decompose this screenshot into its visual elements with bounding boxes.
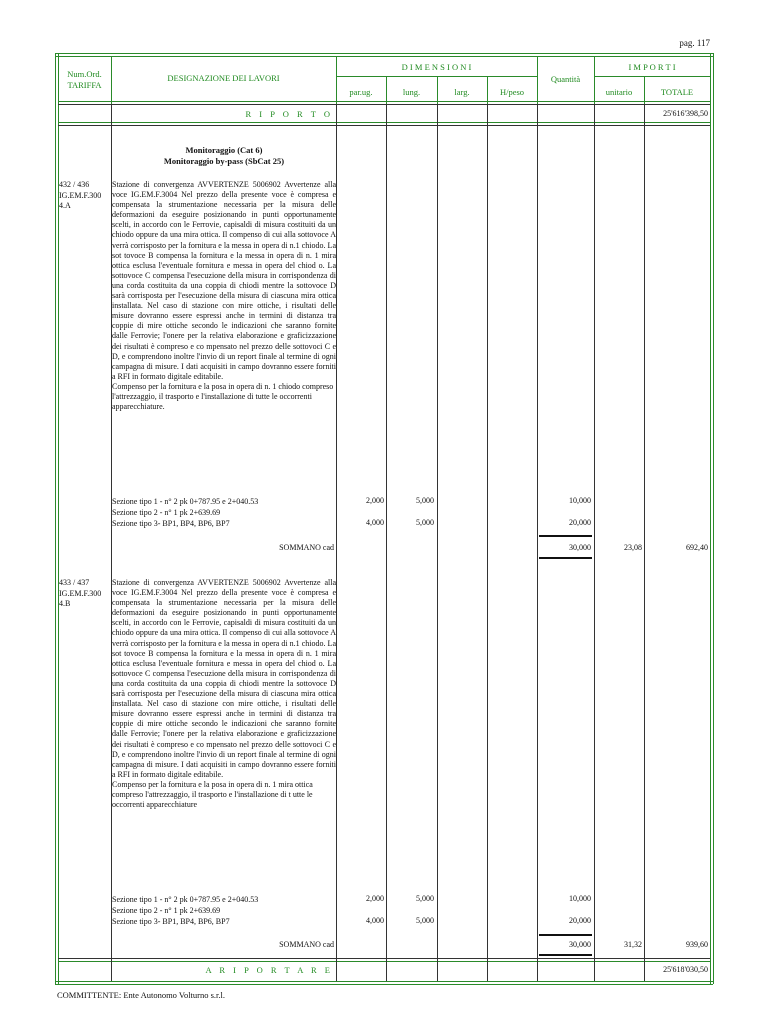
header-num-ord: Num.Ord. <box>67 69 102 79</box>
item-description-extra: Compenso per la fornitura e la posa in opera di n. 1 chiodo compreso l'attrezzaggio, il trasporto e l'installazione di tutte le occorrenti apparecchiature. <box>112 381 334 412</box>
section-category: Monitoraggio (Cat 6) <box>185 145 263 155</box>
measure-parug: 2,000 <box>366 894 384 903</box>
measure-label: Sezione tipo 3- BP1, BP4, BP6, BP7 <box>112 519 230 528</box>
item-description-text: Stazione di convergenza AVVERTENZE 5006902 Avvertenze alla voce IG.EM.F.3004 Nel prezzo della presente voce è compresa e compensata la strumentazione necessaria per la misura delle deformazioni da eseguire posizionando in punti opportunamente scelti, in accordo con le Ferrovie, capisaldi di misura costituiti da un chiodo oppure da una mira ottica. Il compenso di cui alla sottovoce A verrà corrisposto per la fornitura e la messa in opera di n.1 chiodo. La sot tovoce B compensa la fornitura e la messa in opera di n. 1 mira ottica esclusa l'eventuale fornitura e messa in opera del chiod o. La sottovoce C compensa l'esecuzione della misura in corrispondenza di una corda costituita da una coppia di chiodi mentre la sottovoce D sarà corrisposta per l'esecuzione della misura di ciascuna mira ottica installata. Nel caso di stazione con mire ottiche, i risultati delle misure dovranno essere espressi anche in termini di distanza tra coppie di mire ottiche secondo le indicazioni che saranno fornite dalle Ferrovie; l'onere per la relativa elaborazione e graficizzazione dei risultati è compreso e co mpensato nel prezzo delle sottovoci C e D, e comprendono inoltre l'invio di un report finale al termine di ogni campagna di misure. I dati acquisiti in campo dovranno essere forniti a RFI in formato digitale editabile. <box>112 180 336 381</box>
header-unitario: unitario <box>605 87 633 97</box>
measure-qty: 10,000 <box>569 496 591 505</box>
header-importi: I M P O R T I <box>628 62 676 72</box>
measure-parug: 2,000 <box>366 496 384 505</box>
measure-label: Sezione tipo 1 - n° 2 pk 0+787.95 e 2+040.53 <box>112 497 259 506</box>
header-tariffa: TARIFFA <box>67 80 102 90</box>
sum-rule <box>539 954 592 956</box>
a-riportare-label: A R I P O R T A R E <box>205 965 333 975</box>
section-subcategory: Monitoraggio by-pass (SbCat 25) <box>163 156 285 166</box>
header-quantita: Quantità <box>550 74 581 84</box>
header-hpeso: H/peso <box>499 87 525 97</box>
item-qty-total: 30,000 <box>569 543 591 552</box>
measure-qty: 20,000 <box>569 518 591 527</box>
header-totale: TOTALE <box>660 87 694 97</box>
footer-committente: COMMITTENTE: Ente Autonomo Volturno s.r.l. <box>57 990 226 1000</box>
item-total: 939,60 <box>686 940 708 949</box>
sommano-label: SOMMANO cad <box>279 543 334 552</box>
item-total: 692,40 <box>686 543 708 552</box>
measure-lung: 5,000 <box>416 894 434 903</box>
measure-label: Sezione tipo 3- BP1, BP4, BP6, BP7 <box>112 917 230 926</box>
riporto-label: R I P O R T O <box>245 109 333 119</box>
item-description <box>112 180 336 412</box>
measure-label: Sezione tipo 2 - n° 1 pk 2+639.69 <box>112 906 221 915</box>
measure-lung: 5,000 <box>416 518 434 527</box>
measure-parug: 4,000 <box>366 518 384 527</box>
item-code: 433 / 437 IG.EM.F.300 4.B <box>59 578 102 608</box>
header-lung: lung. <box>402 87 421 97</box>
measure-label: Sezione tipo 1 - n° 2 pk 0+787.95 e 2+040.53 <box>112 895 259 904</box>
riporto-total: 25'616'398,50 <box>663 109 708 118</box>
item-description-text: Stazione di convergenza AVVERTENZE 5006902 Avvertenze alla voce IG.EM.F.3004 Nel prezzo della presente voce è compresa e compensata la strumentazione necessaria per la misura delle deformazioni da eseguire posizionando in punti opportunamente scelti, in accordo con le Ferrovie, capisaldi di misura costituiti da un chiodo oppure da una mira ottica. Il compenso di cui alla sottovoce A verrà corrisposto per la fornitura e la messa in opera di n.1 chiodo. La sot tovoce B compensa la fornitura e la messa in opera di n. 1 mira ottica esclusa l'eventuale fornitura e messa in opera del chiod o. La sottovoce C compensa l'esecuzione della misura in corrispondenza di una corda costituita da una coppia di chiodi mentre la sottovoce D sarà corrisposta per l'esecuzione della misura di ciascuna mira ottica installata. Nel caso di stazione con mire ottiche, i risultati delle misure dovranno essere espressi anche in termini di distanza tra coppie di mire ottiche secondo le indicazioni che saranno fornite dalle Ferrovie; l'onere per la relativa elaborazione e graficizzazione dei risultati è compreso e co mpensato nel prezzo delle sottovoci C e D, e comprendono inoltre l'invio di un report finale al termine di ogni campagna di misure. I dati acquisiti in campo dovranno essere forniti a RFI in formato digitale editabile. <box>112 578 336 779</box>
item-qty-total: 30,000 <box>569 940 591 949</box>
header-larg: larg. <box>454 87 470 97</box>
measure-qty: 20,000 <box>569 916 591 925</box>
measure-lung: 5,000 <box>416 496 434 505</box>
a-riportare-total: 25'618'030,50 <box>663 965 708 974</box>
item-unit-price: 23,08 <box>624 543 642 552</box>
measure-lung: 5,000 <box>416 916 434 925</box>
measure-qty: 10,000 <box>569 894 591 903</box>
item-unit-price: 31,32 <box>624 940 642 949</box>
header-dimensioni: D I M E N S I O N I <box>401 62 472 72</box>
item-description-extra: Compenso per la fornitura e la posa in opera di n. 1 mira ottica compreso l'attrezzaggio, il trasporto e l'installazione di t utte le occorrenti apparecchiature <box>112 779 313 810</box>
measure-parug: 4,000 <box>366 916 384 925</box>
sum-rule <box>539 934 592 936</box>
sum-rule <box>539 557 592 559</box>
measure-label: Sezione tipo 2 - n° 1 pk 2+639.69 <box>112 508 221 517</box>
header-parug: par.ug. <box>349 87 373 97</box>
page-number: pag. 117 <box>679 38 710 48</box>
sommano-label: SOMMANO cad <box>279 940 334 949</box>
item-description <box>112 578 336 810</box>
sum-rule <box>539 535 592 537</box>
header-designazione: DESIGNAZIONE DEI LAVORI <box>167 73 280 83</box>
item-code: 432 / 436 IG.EM.F.300 4.A <box>59 180 102 210</box>
